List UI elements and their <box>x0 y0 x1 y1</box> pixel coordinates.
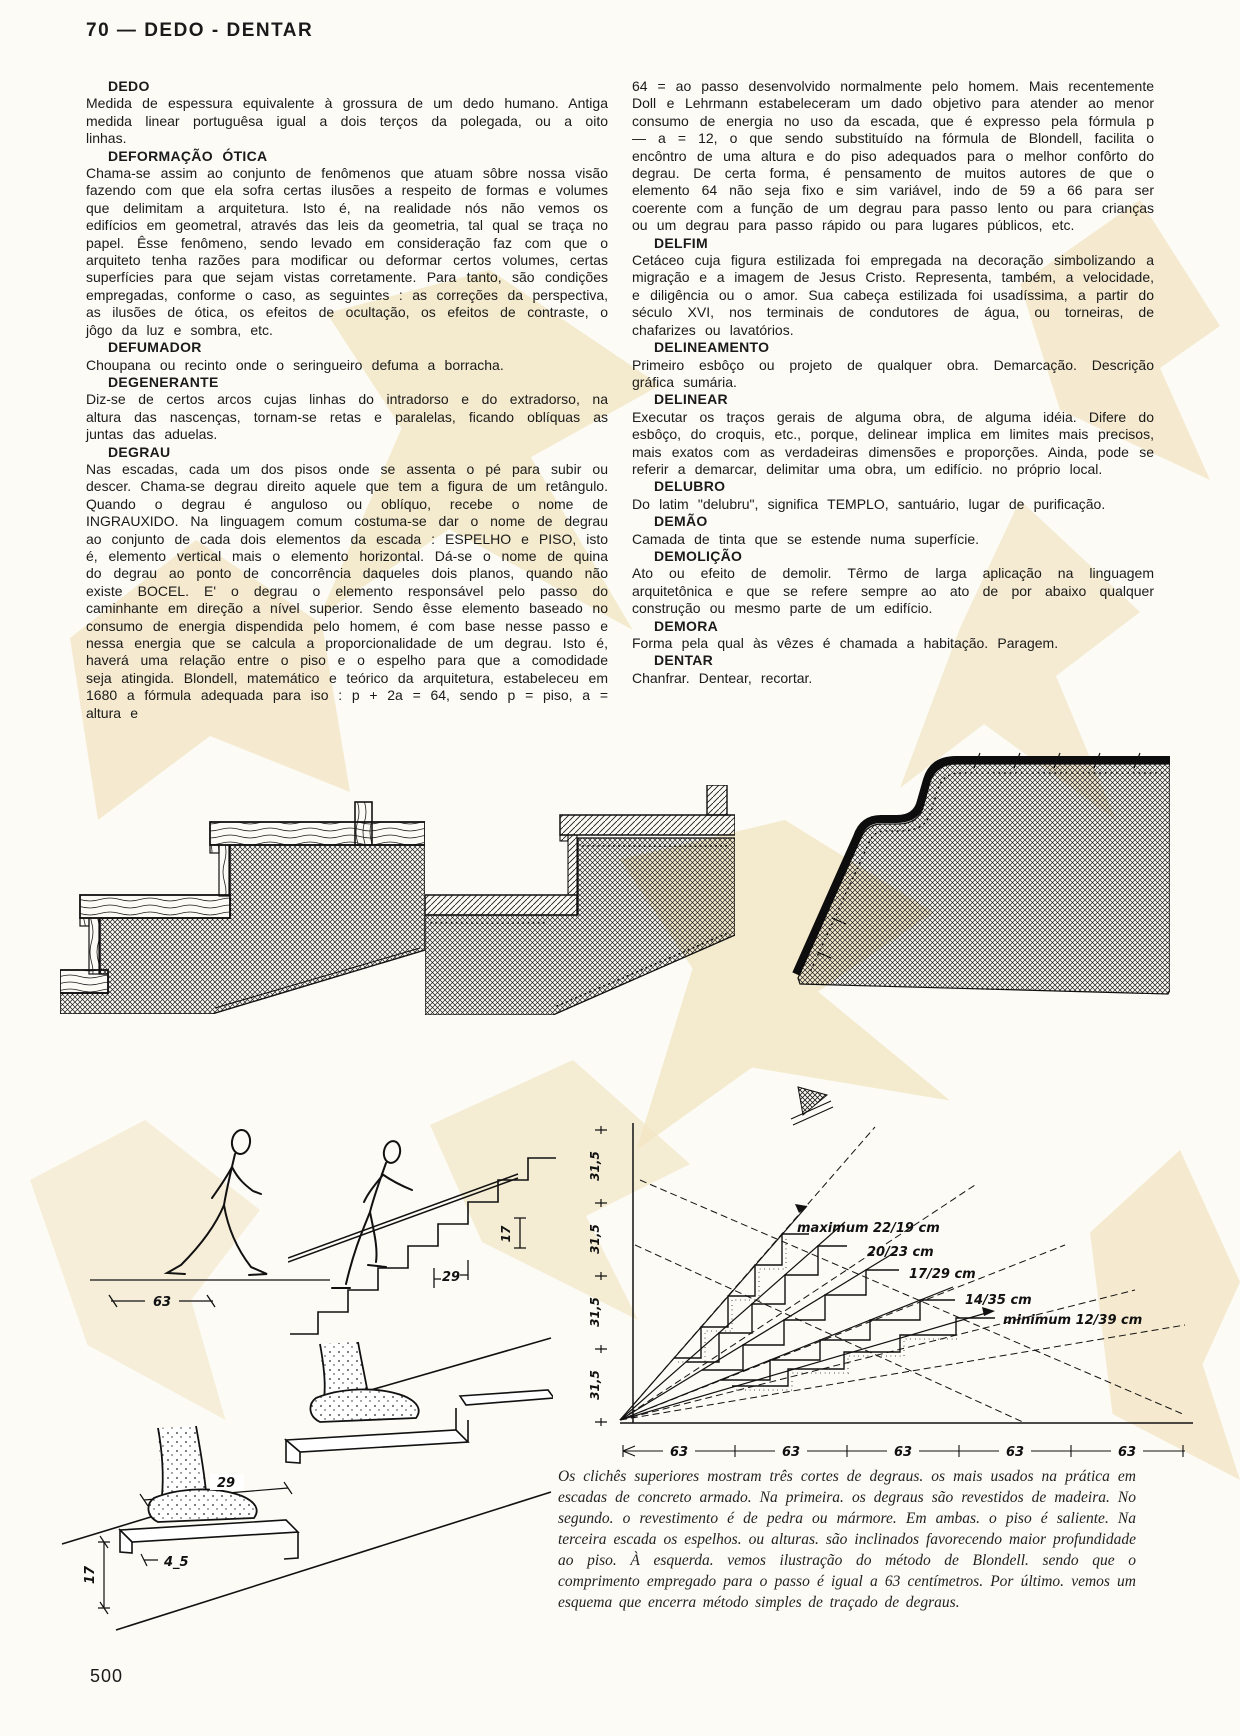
entry-body: Do latim "delubru", significa TEMPLO, santuário, lugar de purificação. <box>632 495 1106 512</box>
ratio-14-35-label: 14/35 cm <box>965 1293 1032 1308</box>
riser-dimension-label: 17 <box>499 1225 513 1243</box>
entry-body: 64 = ao passo desenvolvido normalmente pelo homem. Mais recentemente Doll e Lehrmann estabeleceram um dado objetivo para atender ao menor consumo de energia no uso da escada, que é expresso pela fórmula p — a = 12, o que sendo substituído na fórmula de Blondell, facilita o encôntro de uma altura e do piso adequados para o melhor confôrto do degrau. De certa forma, é pensamento de muitos autores de que o elemento 64 não seja fixo e sim variável, indo de 59 a 66 para ser coerente com a função de um degrau para passo lento ou para crianças ou um degrau para passo rápido ou para lugares públicos, etc. <box>632 78 1154 234</box>
entry-heading: DEMÃO <box>654 513 708 530</box>
vertical-unit-label: 31,5 <box>588 1224 602 1254</box>
concrete-mass <box>798 764 1170 994</box>
figure-caption: Os clichês superiores mostram três cortes de degraus. os mais usados na prática em escadas de concreto armado. Na primeira. os degraus são revestidos de madeira. No segundo. o revestimento é de pedra ou mármore. Em ambas. o piso é saliente. Na terceira escada os espelhos. ou alturas. são inclinados favorecendo maior profundidade ao piso. À esquerda. vemos ilustração do método de Blondell. sendo que o comprimento empregado para o passo é igual a 63 centímetros. Por último. vemos um esquema que encerra método simples de traçado de degraus. <box>558 1468 1136 1611</box>
entry-degrau <box>86 444 608 723</box>
stair-section-inclined-figure <box>770 740 1170 998</box>
horizontal-unit-label: 63 <box>781 1445 801 1457</box>
page-running-head: 70 — DEDO - DENTAR <box>86 20 314 41</box>
entry-demao <box>632 513 1154 548</box>
horizontal-unit-label: 63 <box>893 1445 913 1457</box>
riser-dimension <box>514 1218 526 1248</box>
entry-heading: DEFUMADOR <box>108 339 202 356</box>
front-foot <box>310 1342 418 1422</box>
entry-demolicao <box>632 548 1154 618</box>
minimum-ratio-label: minimum 12/39 cm <box>1003 1313 1143 1328</box>
left-column <box>86 78 608 722</box>
entry-heading: DEGENERANTE <box>108 373 219 390</box>
entry-body: Camada de tinta que se estende numa superfície. <box>632 530 979 547</box>
entry-degenerante <box>86 374 608 444</box>
stair-section-stone-figure <box>425 785 735 1015</box>
horizontal-unit-label: 63 <box>1005 1445 1025 1457</box>
entry-delfim <box>632 235 1154 339</box>
entry-heading: DEMOLIÇÃO <box>654 547 743 564</box>
lower-step <box>120 1520 298 1559</box>
entry-deformacao-otica <box>86 148 608 339</box>
entry-body: Chanfrar. Dentear, recortar. <box>632 669 813 686</box>
entry-heading: DEDO <box>108 78 150 94</box>
carried-pole <box>288 1174 518 1262</box>
man-outline <box>167 1129 267 1275</box>
entry-heading: DELUBRO <box>654 478 726 495</box>
stringer-lines <box>62 1338 551 1630</box>
staircase-stipple <box>678 1238 960 1390</box>
climbing-man-figure <box>288 1138 560 1343</box>
hatched-wedge <box>791 1087 833 1125</box>
entry-heading: DEGRAU <box>108 443 171 460</box>
entry-body: Primeiro esbôço ou projeto de qualquer obra. Demarcação. Descrição gráfica sumária. <box>632 356 1154 390</box>
page-number: 500 <box>90 1666 124 1686</box>
fan-lines-dashed <box>620 1127 1185 1423</box>
nosing-dimension <box>141 1554 158 1566</box>
horizontal-unit-label: 63 <box>669 1445 689 1457</box>
entry-heading: DENTAR <box>654 652 714 669</box>
staircase-profiles <box>674 1234 995 1386</box>
entry-body: Diz-se de certos arcos cujas linhas do intradorso e do extradorso, na altura das nascenças, tornam-se retas e paralelas, ficando oblíquas as juntas das aduelas. <box>86 391 608 443</box>
entry-delubro <box>632 478 1154 513</box>
ratio-17-29-label: 17/29 cm <box>909 1267 976 1282</box>
man-outline <box>332 1140 412 1288</box>
fan-lines-solid <box>620 1206 993 1420</box>
right-column <box>632 78 1154 722</box>
entry-heading: DEFORMAÇÃO ÓTICA <box>108 147 268 164</box>
entry-degrau-continuation <box>632 78 1154 235</box>
entry-body: Nas escadas, cada um dos pisos onde se assenta o pé para subir ou descer. Chama-se degrau direito aquele que tem a figura de um retângulo. Quando o degrau é anguloso ou oblíquo, recebe o nome de INGRAUXIDO. Na linguagem comum costuma-se dar o nome de degrau ao conjunto de cada dois elementos da escada : ESPELHO e PISO, isto é, elemento vertical mais o elemento horizontal. Dá-se o nome de quina do degrau ao ponto de concorrência daqueles dois planos, quando não existe BOCEL. E' o degrau o elemento responsável pelo passo do caminhante em direção a nível superior. Sendo êsse elemento baseado no consumo de energia dispendida pelo homem, é com base nesse passo e nessa energia que se calcula a proporcionalidade de um degrau. Isto é, haverá uma relação entre o piso e o espelho para que a comodidade seja atingida. Blondell, matemático e teórico da arquitetura, estabeleceu em 1680 a fórmula adequada para iso : p + 2a = 64, sendo p = piso, a = altura e <box>86 460 608 721</box>
text-columns <box>86 78 1154 722</box>
concrete-mass <box>60 845 425 1014</box>
entry-body: Ato ou efeito de demolir. Têrmo de larga aplicação na linguagem arquitetônica e que se refere sempre ao ato de por abaixo qualquer construção ou mesmo parte de um edifício. <box>632 565 1154 617</box>
riser-dimension-label: 17 <box>83 1565 98 1585</box>
entry-heading: DELFIM <box>654 234 708 251</box>
axes <box>620 1123 1193 1423</box>
ratio-20-23-label: 20/23 cm <box>867 1245 934 1260</box>
pace-dimension-label: 63 <box>152 1295 172 1310</box>
entry-defumador <box>86 339 608 374</box>
entry-dentar <box>632 652 1154 687</box>
entry-heading: DEMORA <box>654 617 719 634</box>
entry-heading: DELINEAR <box>654 391 728 408</box>
feet-on-steps-figure <box>58 1332 553 1640</box>
vertical-unit-label: 31,5 <box>588 1151 602 1181</box>
entry-delinear <box>632 391 1154 478</box>
entry-body: Choupana ou recinto onde o seringueiro defuma a borracha. <box>86 356 504 373</box>
entry-heading: DELINEAMENTO <box>654 339 770 356</box>
stair-section-wood-figure <box>60 742 425 1014</box>
entry-body: Chama-se assim ao conjunto de fenômenos que atuam sôbre nossa visão fazendo com que ela sofra certas ilusões a respeito de formas e volumes que delimitam a arquitetura. Isto é, na realidade nós não vemos os edifícios em geometral, através das leis da geometria, tal qual se traça no papel. Êsse fenômeno, sendo levado em consideração faz com que o arquiteto tenha razões para modificar ou deformar certos volumes, certas superfícies para que sejam vistas corretamente. Para tanto, são condições empregadas, conforme o caso, as seguintes : as correções da perspectiva, as ilusões de ótica, os efeitos de ocultação, os efeitos de contraste, o jôgo da luz e sombra, etc. <box>86 165 608 338</box>
concrete-mass <box>425 838 735 1015</box>
blondell-diagram <box>545 1085 1205 1457</box>
entry-delineamento <box>632 339 1154 391</box>
entry-body: Medida de espessura equivalente à grossura de um dedo humano. Antiga medida linear portuguêsa igual a dois terços da polegada, ou a oito linhas. <box>86 95 608 147</box>
riser-dimension <box>98 1536 110 1614</box>
vertical-unit-label: 31,5 <box>588 1297 602 1327</box>
maximum-ratio-label: maximum 22/19 cm <box>797 1221 940 1236</box>
entry-body: Cetáceo cuja figura estilizada foi empregada na decoração simbolizando a migração e a imagem de Jesus Cristo. Representa, também, a velocidade, e diligência ou o amor. Sua cabeça estilizada foi usadíssima, a partir do século XVI, nos terminais de condutores de água, ou torneiras, de chafarizes ou lavatórios. <box>632 252 1154 338</box>
entry-body: Forma pela qual às vêzes é chamada a habitação. Paragem. <box>632 635 1059 651</box>
nosing-dimension-label: 4_5 <box>164 1555 189 1570</box>
entry-body: Executar os traços gerais de alguma obra, de alguma idéia. Difere do esbôço, do croquis, etc., porque, delinear implica em limites mais precisos, mais exatos com as verdadeiras dimensões e proporções. Ainda, pode se referir a demarcar, delimitar uma obra, um edifício. no próprio local. <box>632 408 1154 477</box>
horizontal-unit-label: 63 <box>1117 1445 1137 1457</box>
vertical-unit-label: 31,5 <box>588 1370 602 1400</box>
entry-demora <box>632 618 1154 653</box>
tread-dimension-label: 29 <box>216 1476 236 1491</box>
entry-dedo <box>86 78 608 148</box>
tread-dimension-label: 29 <box>441 1270 461 1285</box>
